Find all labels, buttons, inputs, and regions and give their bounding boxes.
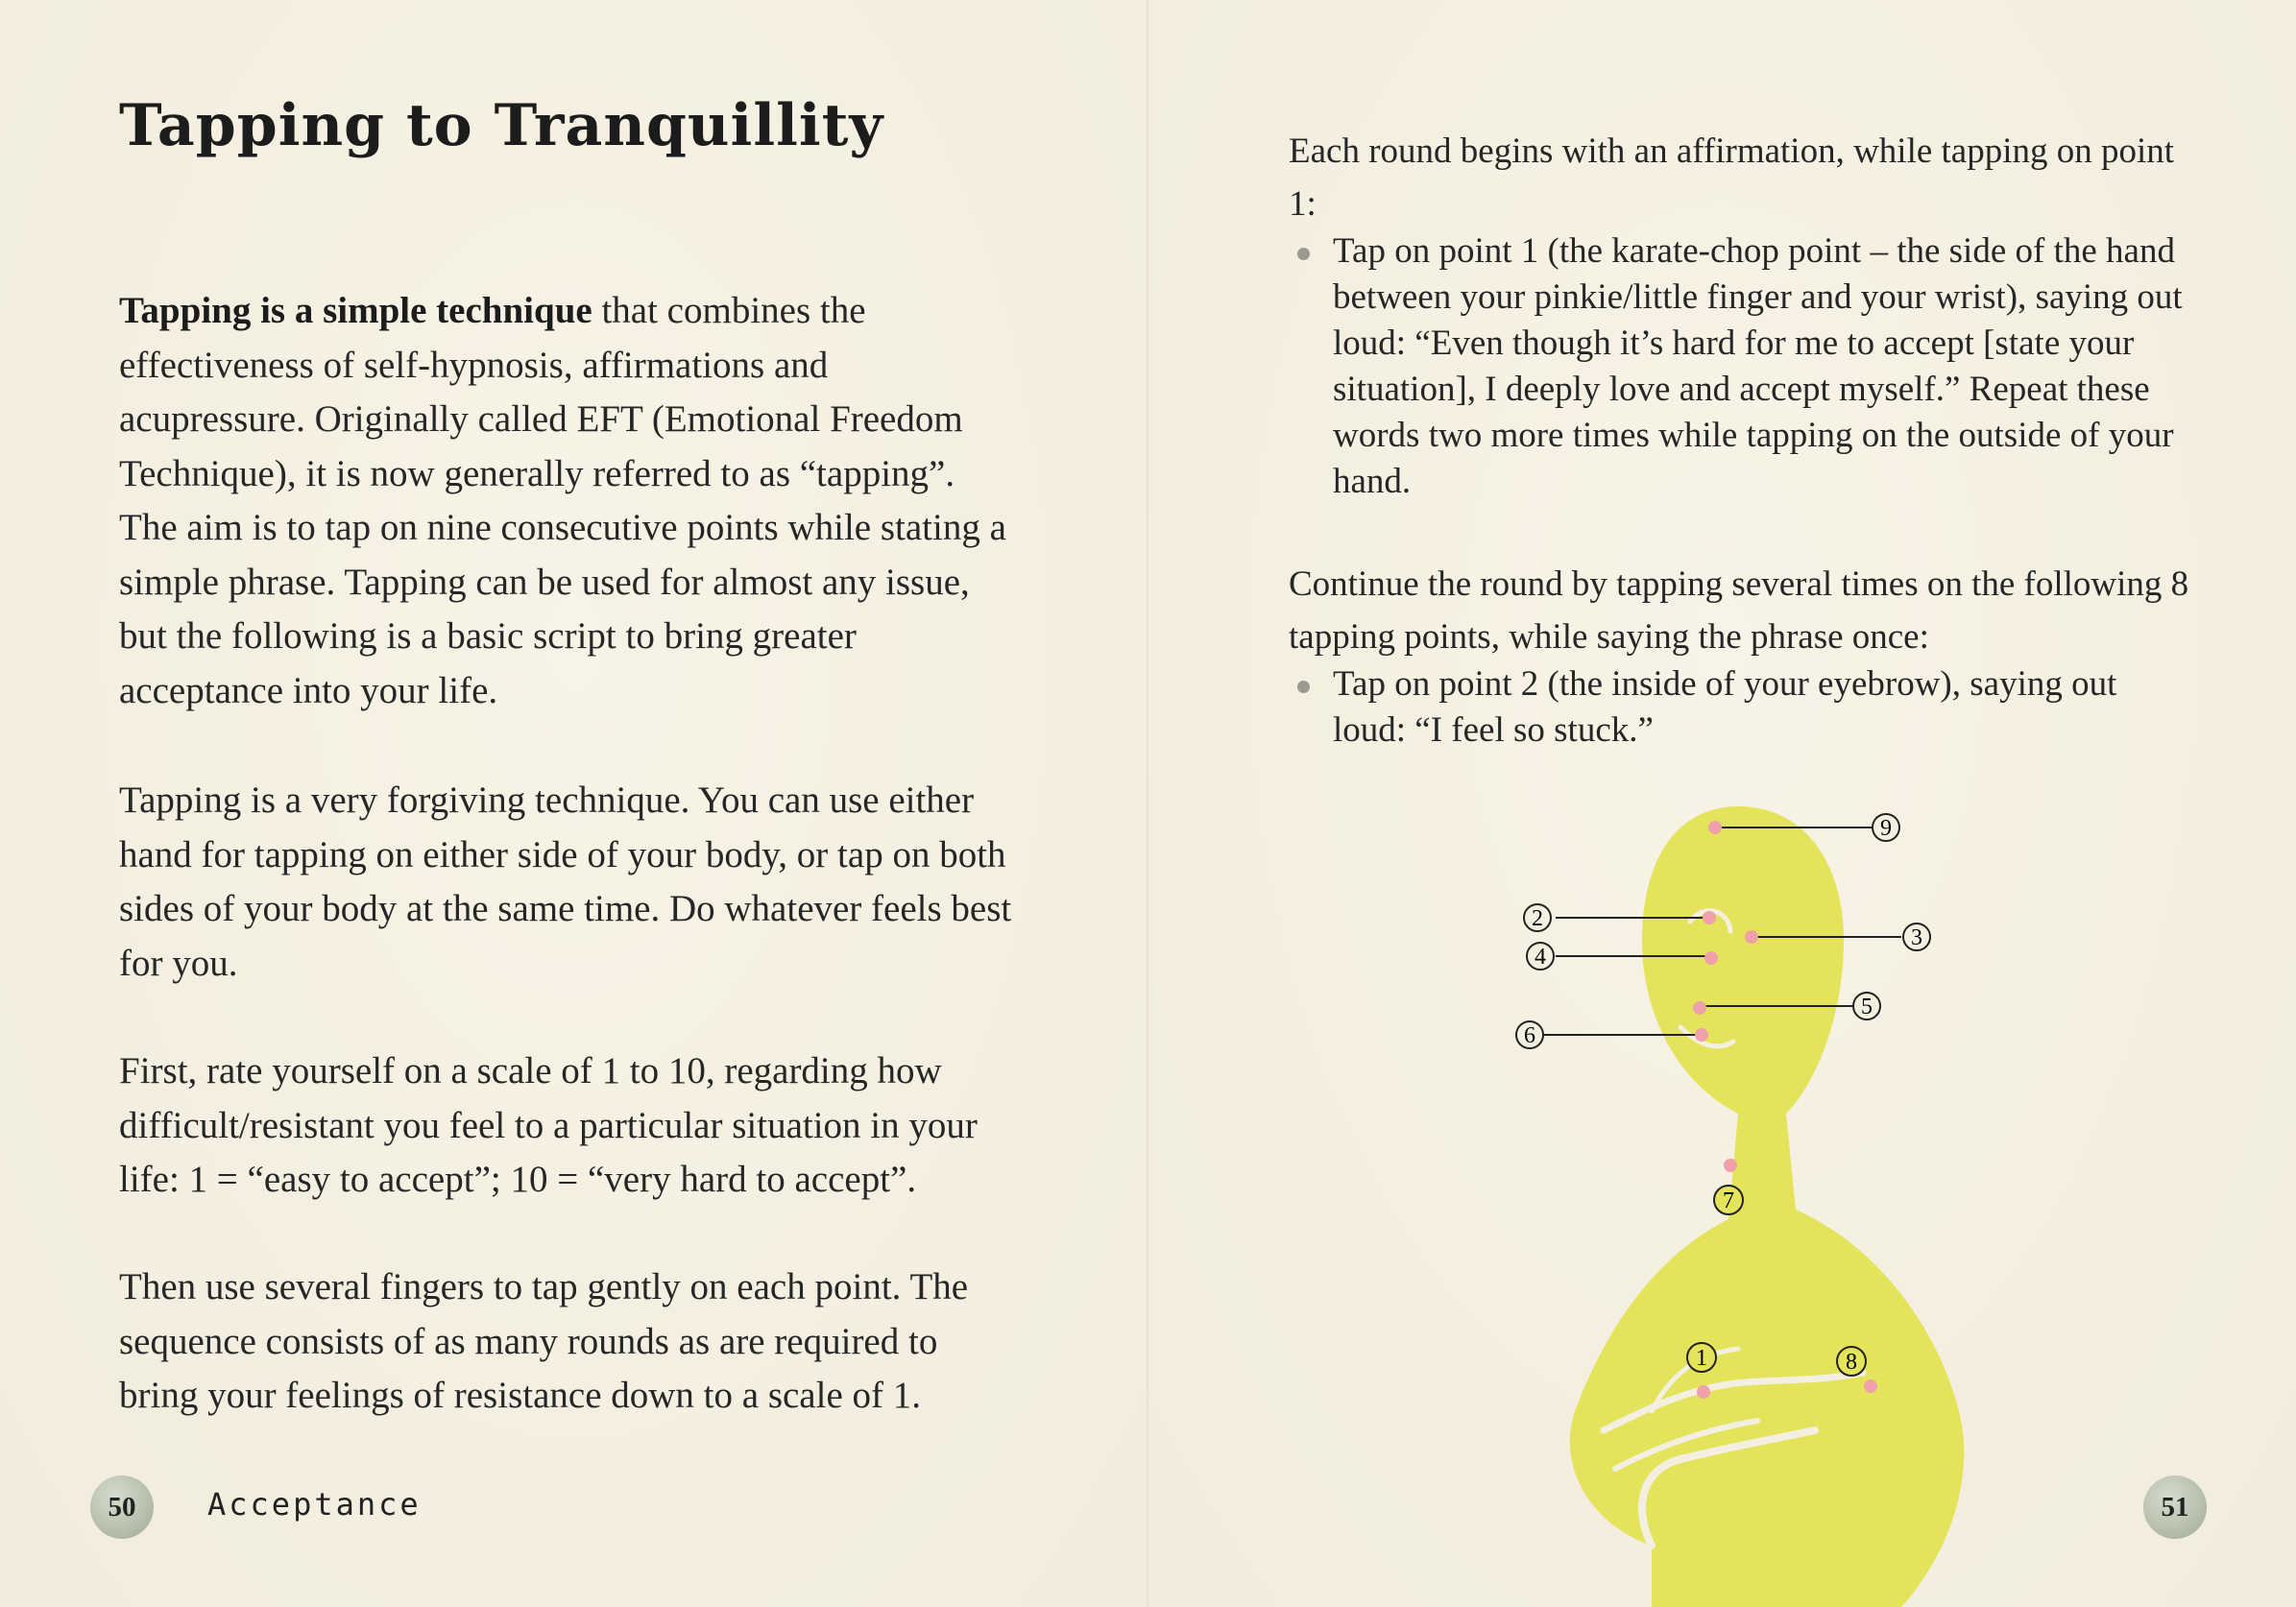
forgiving-paragraph: Tapping is a very forgiving technique. You can use either hand for tapping on either side of your body, or tap on both sides of your body at the same time. Do whatever feels best for you. <box>119 780 1012 984</box>
svg-text:9: 9 <box>1880 816 1892 841</box>
point-label-6 <box>1516 1021 1543 1048</box>
svg-text:1: 1 <box>1696 1346 1707 1371</box>
svg-text:2: 2 <box>1532 906 1543 931</box>
point-label-1 <box>1687 1343 1716 1372</box>
left-page-number: 50 <box>90 1475 154 1539</box>
body-silhouette <box>1570 806 1965 1607</box>
svg-text:6: 6 <box>1524 1023 1535 1048</box>
continue-list <box>1289 661 2191 754</box>
svg-text:4: 4 <box>1535 945 1546 970</box>
list-item: Tap on point 2 (the inside of your eyebrow), saying out loud: “I feel so stuck.” <box>1289 661 2191 754</box>
svg-text:5: 5 <box>1861 995 1873 1019</box>
tapping-points-figure <box>1364 797 2132 1607</box>
section-name: Acceptance <box>207 1486 422 1523</box>
point-label-8 <box>1837 1347 1866 1376</box>
svg-text:7: 7 <box>1723 1188 1734 1213</box>
sequence-paragraph: Then use several fingers to tap gently on each point. The sequence consists of as many rounds as are required to bring your feelings of resistance down to a scale of 1. <box>119 1266 969 1416</box>
point-label-3 <box>1903 923 1930 950</box>
point-label-7 <box>1714 1186 1743 1214</box>
page-title: Tapping to Tranquillity <box>119 92 884 159</box>
rating-paragraph: First, rate yourself on a scale of 1 to 10, regarding how difficult/resistant you feel to a particular situation in your life: 1 = “easy to accept”; 10 = “very hard to accept”. <box>119 1050 978 1200</box>
affirmation-paragraph: Each round begins with an affirmation, while tapping on point 1: <box>1289 132 2175 224</box>
intro-paragraph <box>119 284 1012 718</box>
right-page-number: 51 <box>2143 1475 2207 1539</box>
continue-paragraph: Continue the round by tapping several times on the following 8 tapping points, while saying the phrase once: <box>1289 564 2189 657</box>
list-item: Tap on point 1 (the karate-chop point – the side of the hand between your pinkie/little finger and your wrist), saying out loud: “Even though it’s hard for me to accept [state your situation], I deeply love and accept myself.” Repeat these words two more times while tapping on the outside of your hand. <box>1289 228 2191 505</box>
intro-text: that combines the effectiveness of self-hypnosis, affirmations and acupressure. Originally called EFT (Emotional Freedom Technique), it is now generally referred to as “tapping”. The aim is to tap on nine consecutive points while stating a simple phrase. Tapping can be used for almost any issue, but the following is a basic script to bring greater acceptance into your life. <box>119 290 1006 711</box>
svg-text:8: 8 <box>1846 1350 1857 1375</box>
point-label-4 <box>1527 943 1554 970</box>
point-label-2 <box>1524 904 1551 931</box>
point-label-9 <box>1873 814 1899 841</box>
intro-bold-lead: Tapping is a simple technique <box>119 290 592 331</box>
point-label-5 <box>1853 993 1880 1019</box>
affirmation-list <box>1289 228 2191 505</box>
svg-text:3: 3 <box>1911 925 1922 950</box>
